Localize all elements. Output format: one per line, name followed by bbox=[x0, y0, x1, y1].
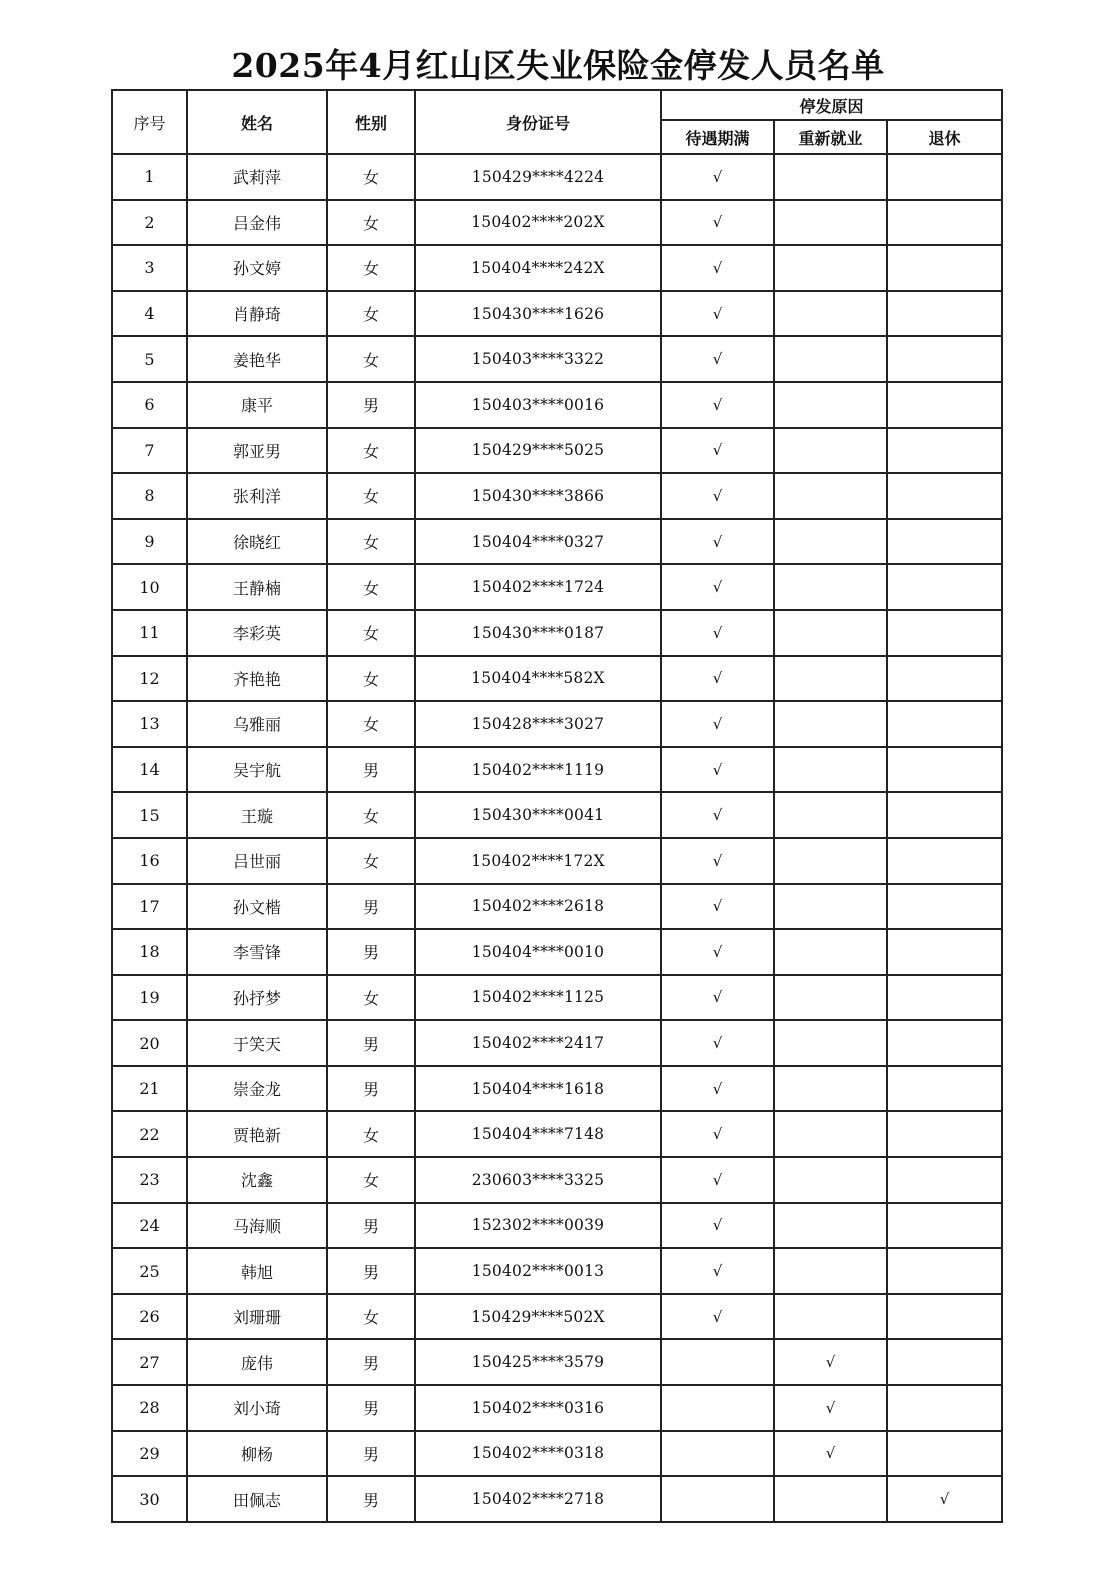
cell-reason-retired bbox=[887, 1157, 1002, 1203]
check-mark-icon: √ bbox=[712, 942, 723, 961]
cell-reason-reemployed bbox=[774, 1248, 887, 1294]
cell-seq: 2 bbox=[112, 200, 187, 246]
cell-seq: 10 bbox=[112, 564, 187, 610]
table-row bbox=[112, 382, 1002, 428]
cell-reason-expired bbox=[661, 1203, 774, 1249]
header-seq: 序号 bbox=[112, 90, 187, 154]
cell-id-number: 150404****582X bbox=[415, 656, 661, 702]
cell-reason-reemployed bbox=[774, 428, 887, 474]
cell-id-number: 230603****3325 bbox=[415, 1157, 661, 1203]
cell-reason-expired bbox=[661, 382, 774, 428]
cell-reason-retired bbox=[887, 1248, 1002, 1294]
cell-gender: 男 bbox=[327, 1339, 415, 1385]
check-mark-icon: √ bbox=[825, 1353, 836, 1372]
check-mark-icon: √ bbox=[712, 441, 723, 460]
cell-id-number: 150429****502X bbox=[415, 1294, 661, 1340]
cell-reason-expired bbox=[661, 519, 774, 565]
cell-seq: 24 bbox=[112, 1203, 187, 1249]
cell-name: 刘小琦 bbox=[187, 1385, 327, 1431]
cell-reason-retired bbox=[887, 792, 1002, 838]
check-mark-icon: √ bbox=[712, 532, 723, 551]
cell-reason-retired bbox=[887, 519, 1002, 565]
cell-seq: 11 bbox=[112, 610, 187, 656]
table-row bbox=[112, 428, 1002, 474]
cell-reason-reemployed bbox=[774, 701, 887, 747]
cell-reason-expired bbox=[661, 975, 774, 1021]
cell-name: 王璇 bbox=[187, 792, 327, 838]
cell-gender: 男 bbox=[327, 929, 415, 975]
cell-reason-expired bbox=[661, 656, 774, 702]
check-mark-icon: √ bbox=[712, 486, 723, 505]
cell-reason-retired bbox=[887, 656, 1002, 702]
cell-reason-retired bbox=[887, 382, 1002, 428]
cell-id-number: 150404****7148 bbox=[415, 1111, 661, 1157]
cell-reason-retired bbox=[887, 747, 1002, 793]
table-row bbox=[112, 747, 1002, 793]
cell-reason-expired bbox=[661, 245, 774, 291]
cell-seq: 13 bbox=[112, 701, 187, 747]
cell-gender: 男 bbox=[327, 1476, 415, 1522]
table-row bbox=[112, 1248, 1002, 1294]
cell-reason-expired bbox=[661, 1111, 774, 1157]
check-mark-icon: √ bbox=[712, 988, 723, 1007]
page-title: 2025年4月红山区失业保险金停发人员名单 bbox=[231, 46, 885, 85]
cell-name: 齐艳艳 bbox=[187, 656, 327, 702]
check-mark-icon: √ bbox=[712, 1307, 723, 1326]
check-mark-icon: √ bbox=[712, 1262, 723, 1281]
cell-name: 孙抒梦 bbox=[187, 975, 327, 1021]
cell-reason-expired bbox=[661, 747, 774, 793]
cell-id-number: 150404****1618 bbox=[415, 1066, 661, 1112]
cell-reason-reemployed bbox=[774, 1339, 887, 1385]
stopped-benefit-table bbox=[111, 89, 1003, 1523]
cell-reason-expired bbox=[661, 1020, 774, 1066]
check-mark-icon: √ bbox=[712, 350, 723, 369]
table-row bbox=[112, 564, 1002, 610]
cell-reason-reemployed bbox=[774, 1431, 887, 1477]
cell-reason-expired bbox=[661, 1339, 774, 1385]
check-mark-icon: √ bbox=[712, 1170, 723, 1189]
cell-gender: 女 bbox=[327, 519, 415, 565]
table-row bbox=[112, 1020, 1002, 1066]
cell-seq: 1 bbox=[112, 154, 187, 200]
cell-seq: 21 bbox=[112, 1066, 187, 1112]
table-row bbox=[112, 473, 1002, 519]
cell-id-number: 150425****3579 bbox=[415, 1339, 661, 1385]
cell-gender: 男 bbox=[327, 1203, 415, 1249]
cell-reason-expired bbox=[661, 610, 774, 656]
cell-reason-reemployed bbox=[774, 1020, 887, 1066]
cell-id-number: 150402****2718 bbox=[415, 1476, 661, 1522]
check-mark-icon: √ bbox=[712, 1034, 723, 1053]
cell-reason-retired bbox=[887, 473, 1002, 519]
cell-reason-retired bbox=[887, 1020, 1002, 1066]
cell-id-number: 150428****3027 bbox=[415, 701, 661, 747]
cell-name: 王静楠 bbox=[187, 564, 327, 610]
cell-gender: 女 bbox=[327, 610, 415, 656]
cell-reason-expired bbox=[661, 291, 774, 337]
cell-name: 康平 bbox=[187, 382, 327, 428]
cell-name: 沈鑫 bbox=[187, 1157, 327, 1203]
table-row bbox=[112, 1385, 1002, 1431]
table-row bbox=[112, 245, 1002, 291]
cell-id-number: 150404****0010 bbox=[415, 929, 661, 975]
cell-name: 徐晓红 bbox=[187, 519, 327, 565]
cell-name: 孙文婷 bbox=[187, 245, 327, 291]
cell-reason-expired bbox=[661, 701, 774, 747]
table-row bbox=[112, 336, 1002, 382]
check-mark-icon: √ bbox=[712, 395, 723, 414]
cell-reason-retired bbox=[887, 929, 1002, 975]
check-mark-icon: √ bbox=[712, 806, 723, 825]
cell-id-number: 152302****0039 bbox=[415, 1203, 661, 1249]
check-mark-icon: √ bbox=[712, 213, 723, 232]
cell-seq: 4 bbox=[112, 291, 187, 337]
cell-reason-retired bbox=[887, 1111, 1002, 1157]
cell-seq: 23 bbox=[112, 1157, 187, 1203]
cell-reason-expired bbox=[661, 929, 774, 975]
cell-id-number: 150430****3866 bbox=[415, 473, 661, 519]
table-row bbox=[112, 610, 1002, 656]
cell-reason-reemployed bbox=[774, 473, 887, 519]
cell-name: 刘珊珊 bbox=[187, 1294, 327, 1340]
cell-id-number: 150402****1724 bbox=[415, 564, 661, 610]
cell-gender: 女 bbox=[327, 291, 415, 337]
cell-reason-reemployed bbox=[774, 1203, 887, 1249]
cell-reason-expired bbox=[661, 564, 774, 610]
cell-gender: 男 bbox=[327, 1066, 415, 1112]
cell-reason-expired bbox=[661, 473, 774, 519]
cell-name: 肖静琦 bbox=[187, 291, 327, 337]
cell-reason-reemployed bbox=[774, 336, 887, 382]
cell-reason-expired bbox=[661, 336, 774, 382]
header-reason-retired: 退休 bbox=[887, 120, 1002, 154]
cell-reason-retired bbox=[887, 564, 1002, 610]
table-row bbox=[112, 1111, 1002, 1157]
cell-gender: 女 bbox=[327, 200, 415, 246]
table-row bbox=[112, 656, 1002, 702]
cell-seq: 3 bbox=[112, 245, 187, 291]
cell-id-number: 150402****202X bbox=[415, 200, 661, 246]
cell-gender: 女 bbox=[327, 154, 415, 200]
cell-reason-reemployed bbox=[774, 382, 887, 428]
cell-reason-expired bbox=[661, 884, 774, 930]
table-row bbox=[112, 929, 1002, 975]
cell-reason-retired bbox=[887, 245, 1002, 291]
cell-name: 柳杨 bbox=[187, 1431, 327, 1477]
cell-reason-expired bbox=[661, 428, 774, 474]
cell-id-number: 150403****3322 bbox=[415, 336, 661, 382]
cell-name: 吴宇航 bbox=[187, 747, 327, 793]
cell-reason-reemployed bbox=[774, 610, 887, 656]
cell-reason-reemployed bbox=[774, 747, 887, 793]
header-reason-expired: 待遇期满 bbox=[661, 120, 774, 154]
cell-gender: 女 bbox=[327, 975, 415, 1021]
cell-name: 乌雅丽 bbox=[187, 701, 327, 747]
cell-seq: 29 bbox=[112, 1431, 187, 1477]
cell-reason-reemployed bbox=[774, 200, 887, 246]
cell-reason-retired bbox=[887, 1385, 1002, 1431]
cell-reason-retired bbox=[887, 200, 1002, 246]
cell-name: 马海顺 bbox=[187, 1203, 327, 1249]
cell-reason-reemployed bbox=[774, 154, 887, 200]
cell-name: 武莉萍 bbox=[187, 154, 327, 200]
cell-id-number: 150430****1626 bbox=[415, 291, 661, 337]
cell-name: 贾艳新 bbox=[187, 1111, 327, 1157]
cell-reason-retired bbox=[887, 975, 1002, 1021]
cell-reason-retired bbox=[887, 1066, 1002, 1112]
check-mark-icon: √ bbox=[712, 669, 723, 688]
cell-reason-expired bbox=[661, 1157, 774, 1203]
table-row bbox=[112, 200, 1002, 246]
cell-gender: 女 bbox=[327, 245, 415, 291]
cell-id-number: 150402****2417 bbox=[415, 1020, 661, 1066]
cell-seq: 8 bbox=[112, 473, 187, 519]
cell-gender: 女 bbox=[327, 838, 415, 884]
cell-seq: 28 bbox=[112, 1385, 187, 1431]
check-mark-icon: √ bbox=[825, 1398, 836, 1417]
cell-seq: 27 bbox=[112, 1339, 187, 1385]
check-mark-icon: √ bbox=[712, 1125, 723, 1144]
cell-reason-retired bbox=[887, 154, 1002, 200]
cell-name: 吕金伟 bbox=[187, 200, 327, 246]
table-row bbox=[112, 1203, 1002, 1249]
cell-name: 郭亚男 bbox=[187, 428, 327, 474]
cell-reason-reemployed bbox=[774, 519, 887, 565]
cell-reason-reemployed bbox=[774, 884, 887, 930]
cell-seq: 14 bbox=[112, 747, 187, 793]
cell-seq: 12 bbox=[112, 656, 187, 702]
cell-reason-expired bbox=[661, 1248, 774, 1294]
cell-seq: 19 bbox=[112, 975, 187, 1021]
cell-reason-reemployed bbox=[774, 656, 887, 702]
cell-reason-expired bbox=[661, 1431, 774, 1477]
cell-gender: 女 bbox=[327, 1111, 415, 1157]
cell-seq: 6 bbox=[112, 382, 187, 428]
cell-reason-reemployed bbox=[774, 1385, 887, 1431]
cell-id-number: 150402****2618 bbox=[415, 884, 661, 930]
check-mark-icon: √ bbox=[712, 897, 723, 916]
check-mark-icon: √ bbox=[939, 1490, 950, 1509]
cell-reason-expired bbox=[661, 1476, 774, 1522]
cell-reason-expired bbox=[661, 1385, 774, 1431]
cell-reason-retired bbox=[887, 1476, 1002, 1522]
check-mark-icon: √ bbox=[712, 714, 723, 733]
cell-name: 李雪锋 bbox=[187, 929, 327, 975]
table-row bbox=[112, 1157, 1002, 1203]
cell-gender: 女 bbox=[327, 473, 415, 519]
cell-id-number: 150402****0318 bbox=[415, 1431, 661, 1477]
cell-seq: 9 bbox=[112, 519, 187, 565]
cell-name: 于笑天 bbox=[187, 1020, 327, 1066]
cell-gender: 男 bbox=[327, 1431, 415, 1477]
cell-gender: 女 bbox=[327, 701, 415, 747]
cell-name: 李彩英 bbox=[187, 610, 327, 656]
table-row bbox=[112, 838, 1002, 884]
cell-reason-retired bbox=[887, 428, 1002, 474]
cell-seq: 22 bbox=[112, 1111, 187, 1157]
check-mark-icon: √ bbox=[712, 578, 723, 597]
check-mark-icon: √ bbox=[712, 167, 723, 186]
cell-reason-reemployed bbox=[774, 792, 887, 838]
cell-id-number: 150430****0187 bbox=[415, 610, 661, 656]
cell-name: 孙文楷 bbox=[187, 884, 327, 930]
cell-name: 田佩志 bbox=[187, 1476, 327, 1522]
check-mark-icon: √ bbox=[712, 623, 723, 642]
check-mark-icon: √ bbox=[712, 1079, 723, 1098]
cell-seq: 7 bbox=[112, 428, 187, 474]
cell-reason-retired bbox=[887, 1203, 1002, 1249]
table-row bbox=[112, 154, 1002, 200]
cell-name: 张利洋 bbox=[187, 473, 327, 519]
cell-reason-retired bbox=[887, 291, 1002, 337]
cell-seq: 16 bbox=[112, 838, 187, 884]
cell-gender: 男 bbox=[327, 884, 415, 930]
cell-id-number: 150402****1119 bbox=[415, 747, 661, 793]
cell-reason-reemployed bbox=[774, 564, 887, 610]
check-mark-icon: √ bbox=[712, 851, 723, 870]
cell-reason-retired bbox=[887, 884, 1002, 930]
check-mark-icon: √ bbox=[712, 1216, 723, 1235]
table-row bbox=[112, 701, 1002, 747]
cell-id-number: 150402****0316 bbox=[415, 1385, 661, 1431]
table-row bbox=[112, 975, 1002, 1021]
cell-gender: 女 bbox=[327, 656, 415, 702]
cell-reason-reemployed bbox=[774, 975, 887, 1021]
cell-seq: 26 bbox=[112, 1294, 187, 1340]
table-row bbox=[112, 792, 1002, 838]
cell-gender: 男 bbox=[327, 382, 415, 428]
cell-id-number: 150429****4224 bbox=[415, 154, 661, 200]
cell-gender: 男 bbox=[327, 1248, 415, 1294]
cell-reason-retired bbox=[887, 1339, 1002, 1385]
cell-reason-reemployed bbox=[774, 838, 887, 884]
cell-name: 崇金龙 bbox=[187, 1066, 327, 1112]
cell-seq: 30 bbox=[112, 1476, 187, 1522]
cell-seq: 17 bbox=[112, 884, 187, 930]
check-mark-icon: √ bbox=[825, 1444, 836, 1463]
header-reason-reemployed: 重新就业 bbox=[774, 120, 887, 154]
cell-reason-expired bbox=[661, 154, 774, 200]
cell-id-number: 150430****0041 bbox=[415, 792, 661, 838]
table-row bbox=[112, 884, 1002, 930]
cell-gender: 女 bbox=[327, 1294, 415, 1340]
cell-reason-expired bbox=[661, 1294, 774, 1340]
cell-reason-reemployed bbox=[774, 1111, 887, 1157]
cell-name: 吕世丽 bbox=[187, 838, 327, 884]
header-row bbox=[112, 90, 1002, 120]
cell-id-number: 150403****0016 bbox=[415, 382, 661, 428]
cell-gender: 女 bbox=[327, 1157, 415, 1203]
cell-id-number: 150404****0327 bbox=[415, 519, 661, 565]
cell-gender: 女 bbox=[327, 336, 415, 382]
cell-gender: 女 bbox=[327, 564, 415, 610]
cell-reason-reemployed bbox=[774, 1294, 887, 1340]
cell-gender: 男 bbox=[327, 747, 415, 793]
check-mark-icon: √ bbox=[712, 258, 723, 277]
cell-id-number: 150402****1125 bbox=[415, 975, 661, 1021]
cell-reason-expired bbox=[661, 1066, 774, 1112]
cell-reason-retired bbox=[887, 1431, 1002, 1477]
header-reason-group: 停发原因 bbox=[661, 90, 1002, 120]
cell-name: 姜艳华 bbox=[187, 336, 327, 382]
cell-id-number: 150404****242X bbox=[415, 245, 661, 291]
cell-reason-retired bbox=[887, 838, 1002, 884]
table-row bbox=[112, 1431, 1002, 1477]
cell-gender: 女 bbox=[327, 792, 415, 838]
cell-seq: 25 bbox=[112, 1248, 187, 1294]
cell-seq: 15 bbox=[112, 792, 187, 838]
cell-id-number: 150429****5025 bbox=[415, 428, 661, 474]
cell-reason-reemployed bbox=[774, 1066, 887, 1112]
table-row bbox=[112, 519, 1002, 565]
table-row bbox=[112, 1066, 1002, 1112]
cell-reason-reemployed bbox=[774, 1476, 887, 1522]
cell-seq: 5 bbox=[112, 336, 187, 382]
cell-reason-expired bbox=[661, 200, 774, 246]
header-gender: 性别 bbox=[327, 90, 415, 154]
cell-reason-retired bbox=[887, 701, 1002, 747]
check-mark-icon: √ bbox=[712, 760, 723, 779]
check-mark-icon: √ bbox=[712, 304, 723, 323]
table-row bbox=[112, 1339, 1002, 1385]
cell-reason-expired bbox=[661, 838, 774, 884]
cell-name: 庞伟 bbox=[187, 1339, 327, 1385]
cell-id-number: 150402****0013 bbox=[415, 1248, 661, 1294]
cell-seq: 20 bbox=[112, 1020, 187, 1066]
cell-reason-reemployed bbox=[774, 291, 887, 337]
cell-gender: 女 bbox=[327, 428, 415, 474]
cell-seq: 18 bbox=[112, 929, 187, 975]
cell-reason-reemployed bbox=[774, 245, 887, 291]
cell-reason-expired bbox=[661, 792, 774, 838]
cell-reason-retired bbox=[887, 1294, 1002, 1340]
cell-reason-retired bbox=[887, 336, 1002, 382]
table-row bbox=[112, 291, 1002, 337]
header-id-number: 身份证号 bbox=[415, 90, 661, 154]
cell-reason-reemployed bbox=[774, 1157, 887, 1203]
cell-id-number: 150402****172X bbox=[415, 838, 661, 884]
cell-reason-reemployed bbox=[774, 929, 887, 975]
cell-name: 韩旭 bbox=[187, 1248, 327, 1294]
cell-gender: 男 bbox=[327, 1020, 415, 1066]
cell-reason-retired bbox=[887, 610, 1002, 656]
table-body bbox=[112, 154, 1002, 1522]
table-row bbox=[112, 1294, 1002, 1340]
cell-gender: 男 bbox=[327, 1385, 415, 1431]
header-name: 姓名 bbox=[187, 90, 327, 154]
table-row bbox=[112, 1476, 1002, 1522]
